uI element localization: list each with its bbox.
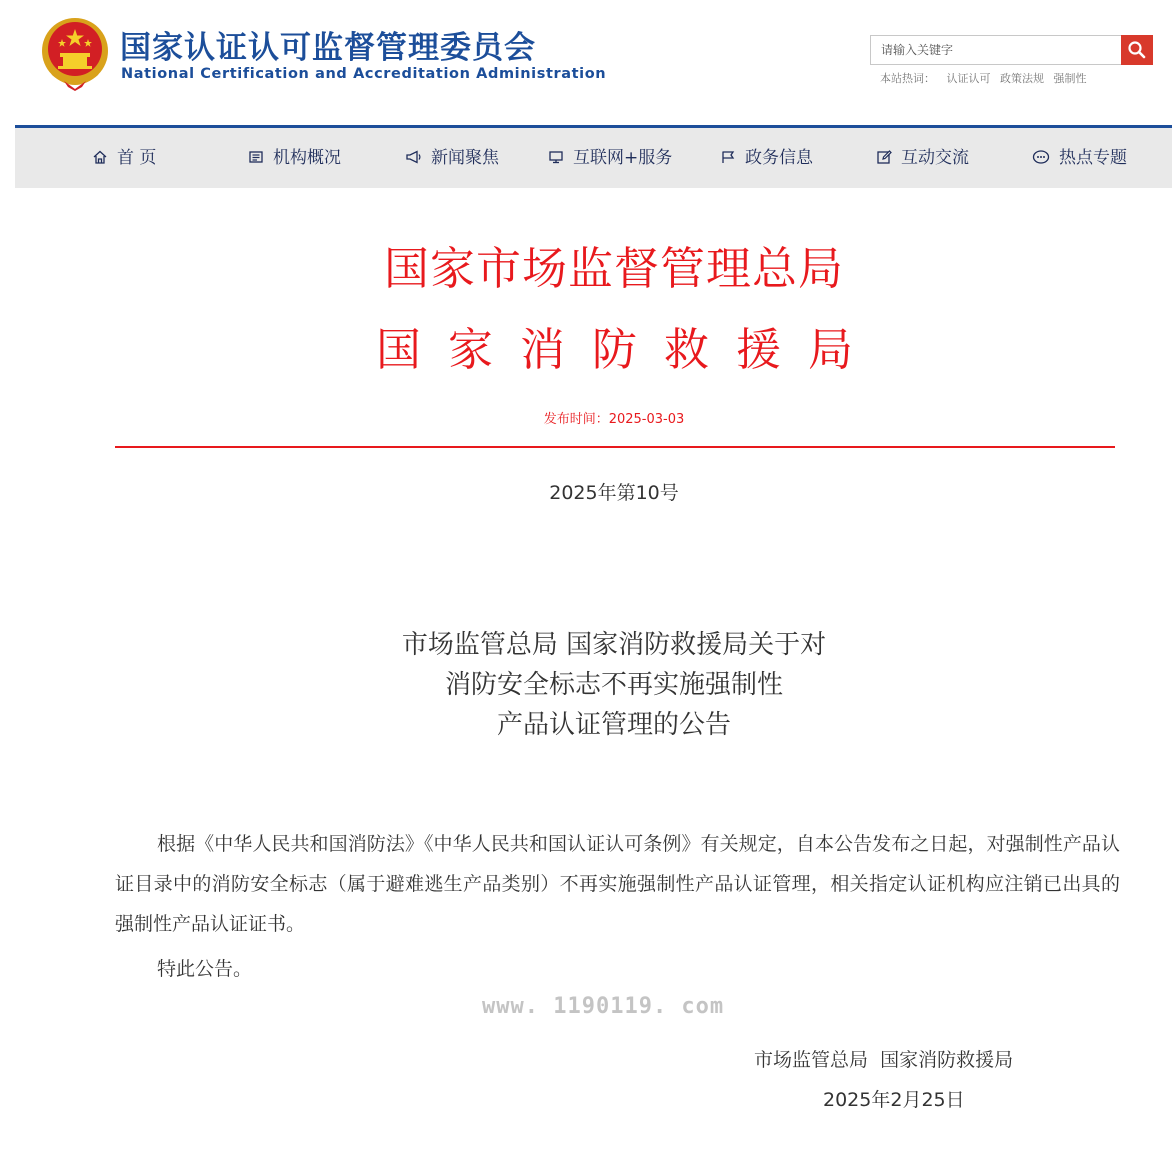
hot-word-link[interactable]: 政策法规 — [1000, 72, 1044, 85]
nav-item-interaction[interactable] — [876, 128, 969, 188]
hot-words-label: 本站热词： — [880, 72, 935, 85]
nav-item-internet-service[interactable] — [548, 128, 672, 188]
article-title-line3: 产品认证管理的公告 — [496, 710, 731, 740]
home-icon — [92, 149, 108, 165]
nav-item-label: 政务信息 — [745, 148, 813, 168]
hot-word-link[interactable]: 认证认可 — [946, 72, 991, 85]
search-input[interactable] — [870, 35, 1122, 65]
nav-item-label: 互联网+服务 — [573, 148, 673, 168]
issuing-org-line2: 国家消防救援局 — [375, 323, 880, 376]
site-header — [0, 0, 1172, 125]
hot-word-link[interactable]: 强制性 — [1053, 72, 1087, 85]
article-closing: 特此公告。 — [157, 958, 253, 980]
article-title-line1: 市场监管总局 国家消防救援局关于对 — [401, 630, 827, 660]
nav-item-label: 互动交流 — [901, 148, 969, 168]
nav-item-label: 热点专题 — [1059, 148, 1127, 168]
chat-icon — [1032, 149, 1050, 165]
nav-item-label: 首 页 — [117, 148, 157, 168]
megaphone-icon — [405, 149, 422, 165]
search-icon — [1127, 40, 1147, 60]
site-title: 国家认证认可监督管理委员会 — [120, 30, 536, 66]
nav-item-news[interactable] — [405, 128, 499, 188]
nav-item-label: 机构概况 — [273, 148, 341, 168]
nav-item-label: 新闻聚焦 — [431, 148, 499, 168]
national-emblem-icon[interactable] — [40, 15, 110, 91]
main-nav — [15, 125, 1172, 188]
article-title-line2: 消防安全标志不再实施强制性 — [444, 670, 783, 700]
flag-icon — [720, 149, 736, 165]
signature: 市场监管总局 国家消防救援局 — [754, 1049, 1014, 1071]
issuing-org-line1: 国家市场监督管理总局 — [383, 242, 844, 295]
nav-item-about[interactable] — [248, 128, 341, 188]
list-icon — [248, 149, 264, 165]
monitor-icon — [548, 149, 564, 165]
nav-item-government-info[interactable] — [720, 128, 813, 188]
signature-date: 2025年2月25日 — [823, 1089, 965, 1111]
watermark: www. 1190119. com — [482, 994, 725, 1019]
nav-item-topics[interactable] — [1032, 128, 1127, 188]
site-subtitle: National Certification and Accreditation Administration — [121, 66, 607, 82]
article-body: 根据《中华人民共和国消防法》《中华人民共和国认证认可条例》有关规定，自本公告发布之日起，对强制性产品认证目录中的消防安全标志（属于避难逃生产品类别）不再实施强制性产品认证管理，相关指定认证机构应注销已出具的强制性产品认证证书。 — [115, 833, 1120, 935]
edit-icon — [876, 149, 892, 165]
red-divider — [115, 446, 1115, 448]
publish-date: 发布时间：2025-03-03 — [543, 412, 685, 427]
search-button[interactable] — [1121, 35, 1153, 65]
document-number: 2025年第10号 — [549, 482, 679, 504]
nav-item-home[interactable] — [92, 128, 156, 188]
hot-words — [880, 70, 1093, 86]
